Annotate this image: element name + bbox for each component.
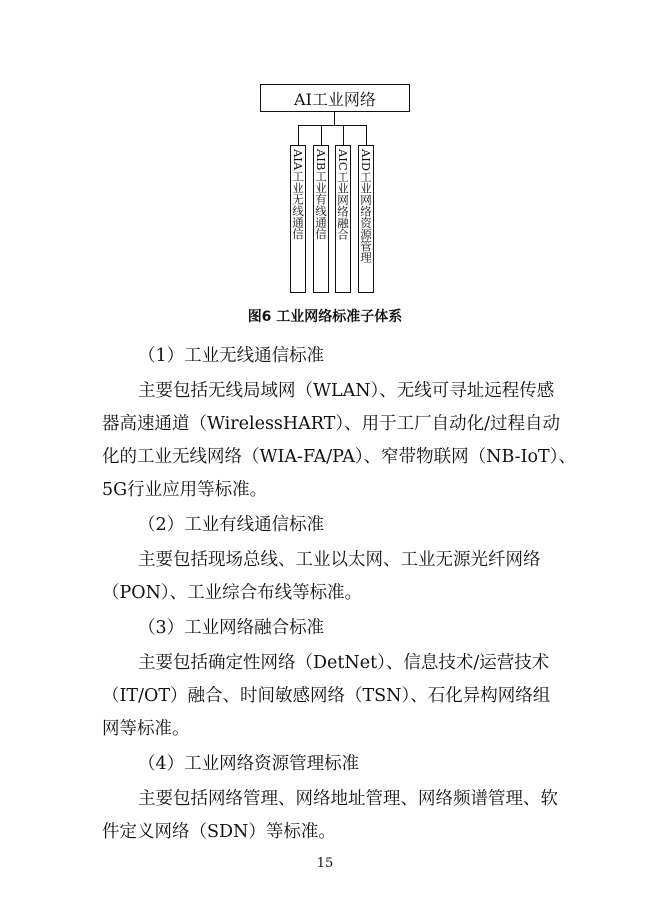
paragraph-line: 化的工业无线网络（WIA-FA/PA）、窄带物联网（NB-IoT）、	[102, 447, 576, 467]
section-heading-wireless: （1）工业无线通信标准	[138, 346, 325, 366]
section-heading-wired: （2）工业有线通信标准	[138, 515, 325, 535]
paragraph-line: （PON）、工业综合布线等标准。	[102, 583, 363, 603]
paragraph-line: 主要包括确定性网络（DetNet）、信息技术/运营技术	[138, 653, 550, 673]
diagram-child-node-aic: AIC工业网络融合	[335, 145, 351, 293]
figure-caption: 图6 工业网络标准子体系	[247, 309, 403, 325]
diagram-child-node-aia: AIA工业无线通信	[290, 145, 306, 293]
diagram-child-node-aib: AIB工业有线通信	[313, 145, 329, 293]
paragraph-line: （IT/OT）融合、时间敏感网络（TSN）、石化异构网络组	[102, 686, 551, 706]
paragraph-line: 件定义网络（SDN）等标准。	[102, 822, 336, 842]
connector-root-stem	[334, 112, 335, 126]
connector-branch-2	[321, 125, 322, 145]
connector-branch-3	[343, 125, 344, 145]
standards-tree-diagram	[0, 0, 650, 310]
connector-horizontal-bus	[298, 125, 367, 126]
paragraph-line: 器高速通道（WirelessHART）、用于工厂自动化/过程自动	[102, 414, 560, 434]
paragraph-line: 主要包括网络管理、网络地址管理、网络频谱管理、软	[138, 789, 558, 809]
paragraph-line: 网等标准。	[102, 719, 190, 739]
connector-branch-1	[298, 125, 299, 145]
section-heading-convergence: （3）工业网络融合标准	[138, 618, 325, 638]
section-heading-resource-management: （4）工业网络资源管理标准	[138, 754, 360, 774]
connector-branch-4	[366, 125, 367, 145]
paragraph-line: 主要包括现场总线、工业以太网、工业无源光纤网络	[138, 550, 541, 570]
paragraph-line: 5G行业应用等标准。	[102, 480, 268, 500]
page-number: 15	[316, 856, 334, 871]
diagram-child-node-aid: AID工业网络资源管理	[358, 145, 374, 293]
paragraph-line: 主要包括无线局域网（WLAN）、无线可寻址远程传感	[138, 381, 555, 401]
diagram-root-node: AI工业网络	[260, 84, 410, 112]
